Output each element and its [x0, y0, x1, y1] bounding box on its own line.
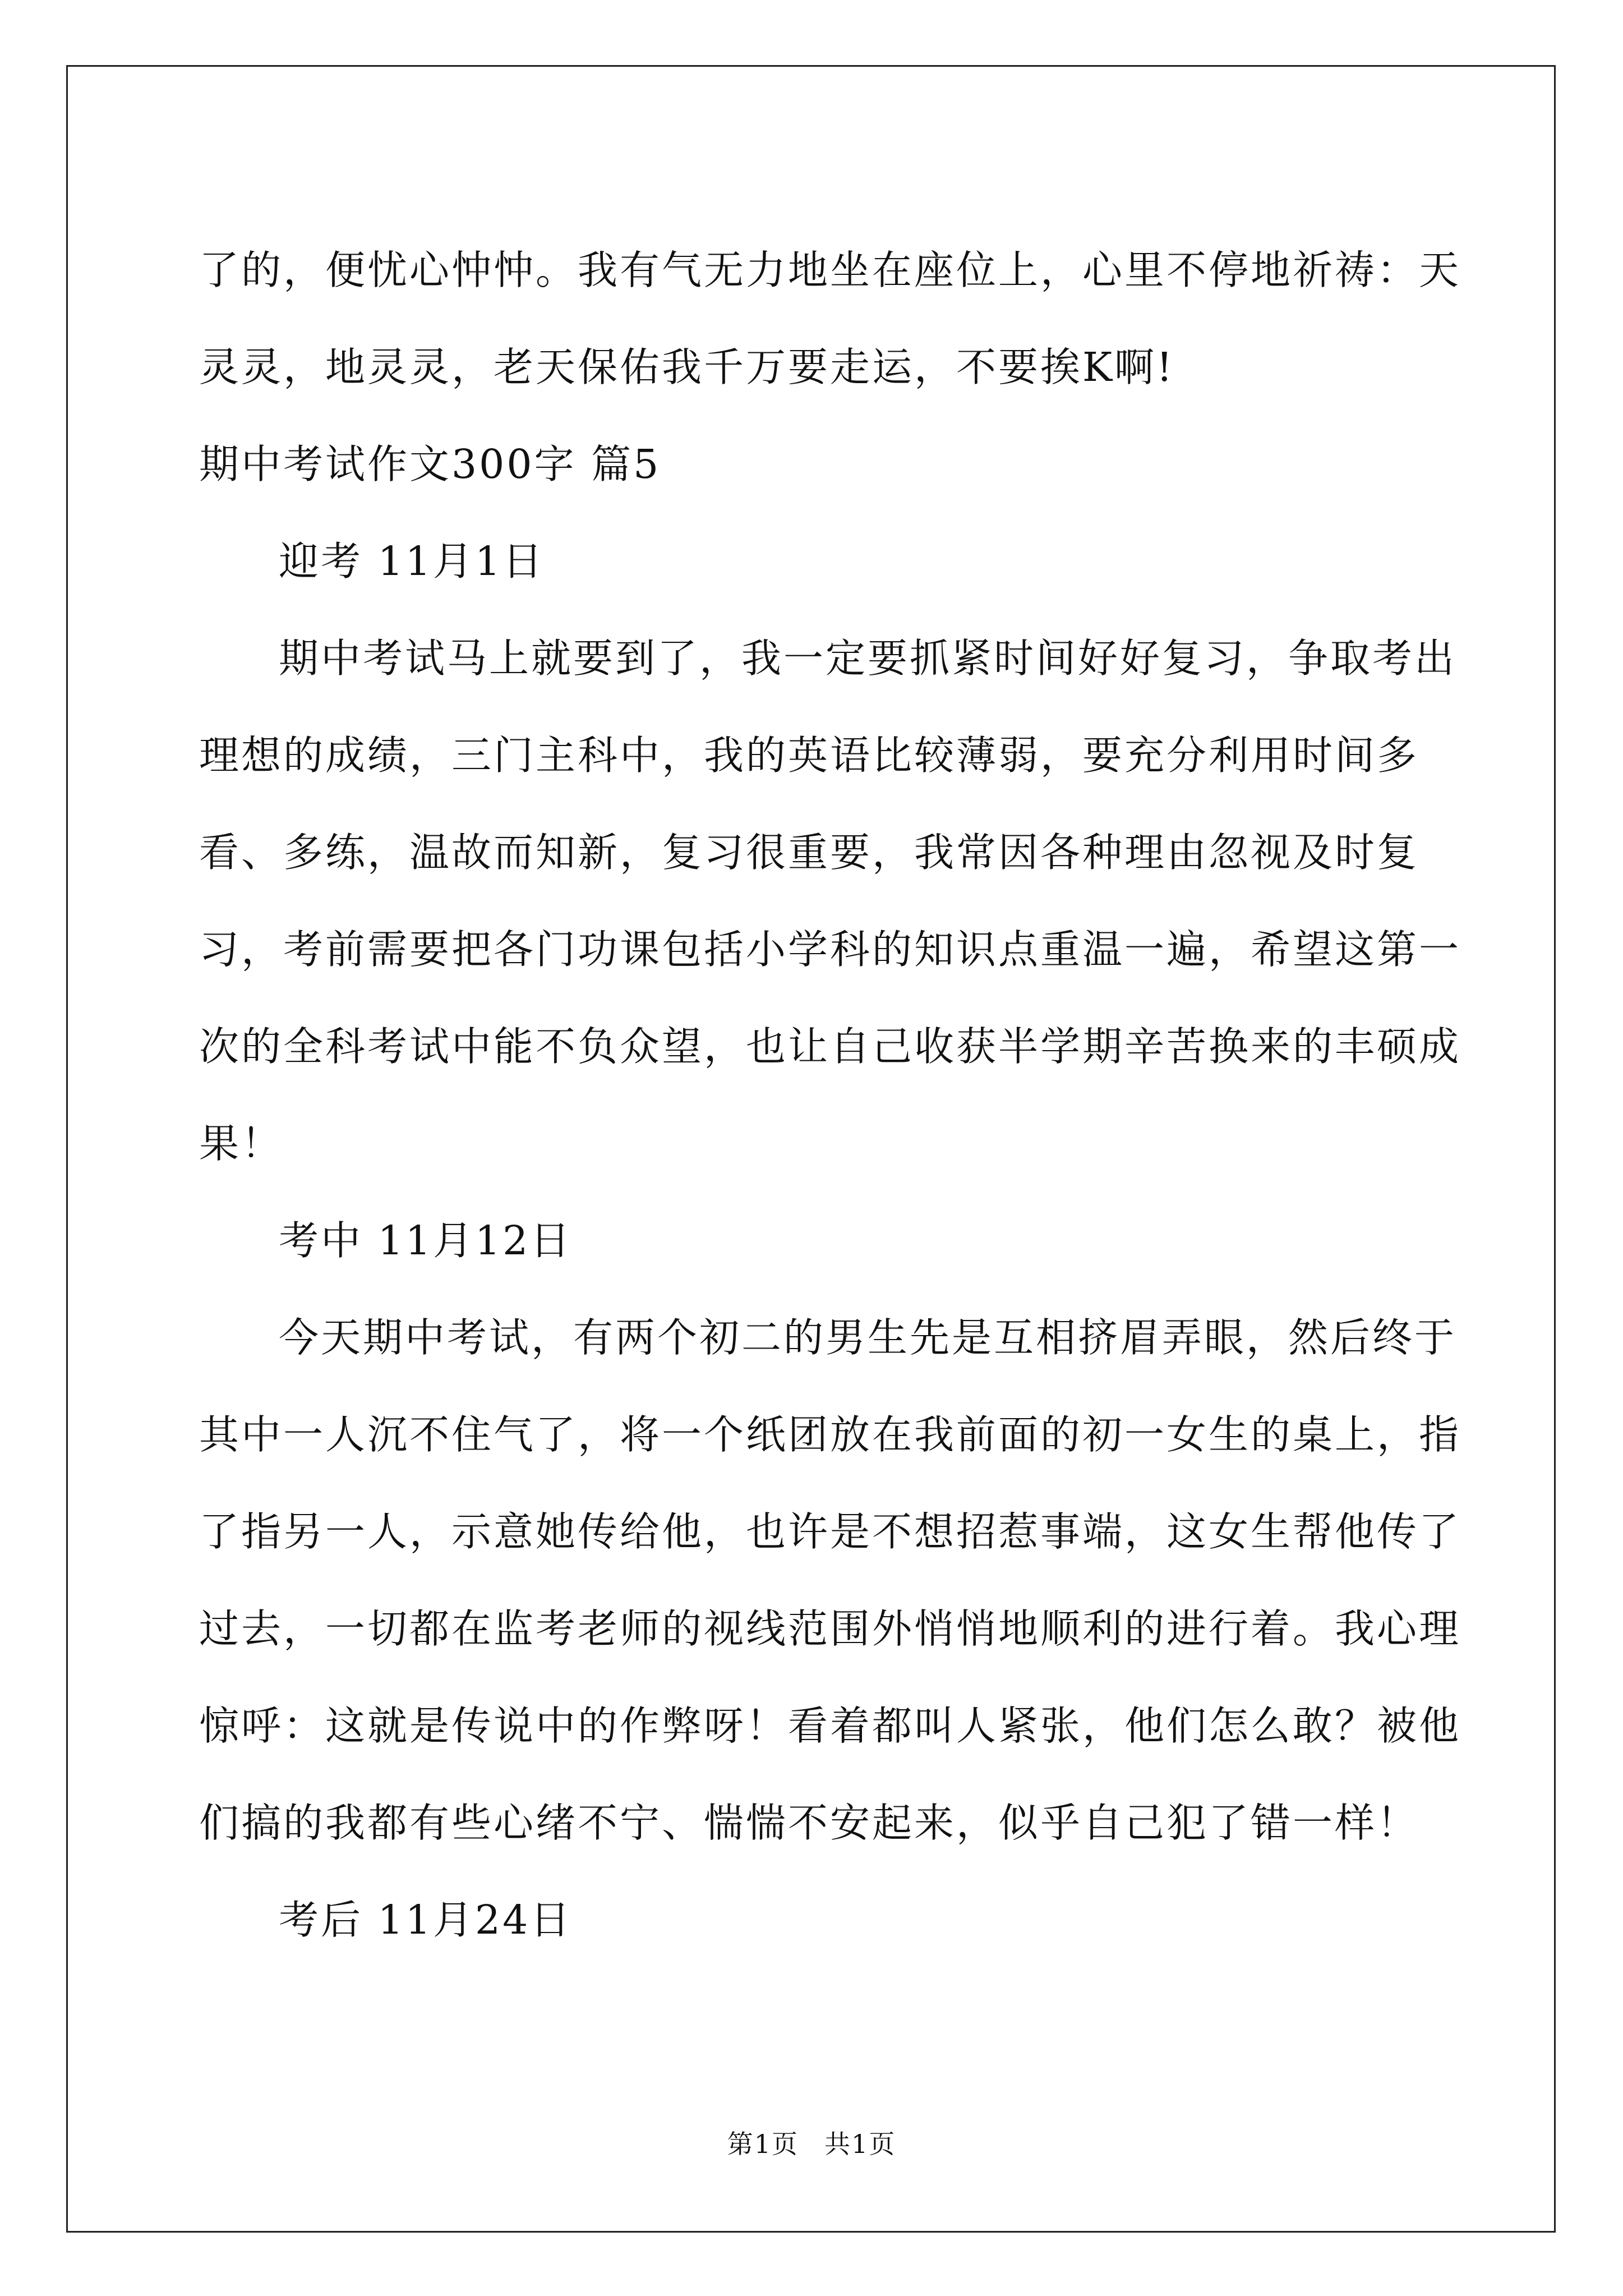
section-heading: 期中考试作文300字 篇5 [199, 441, 661, 487]
paragraph-during-exam: 今天期中考试，有两个初二的男生先是互相挤眉弄眼，然后终于其中一人沉不住气了，将一个纸团放在我前面的初一女生的桌上，指了指另一人，示意她传给他，也许是不想招惹事端，这女生帮他传了过去，一切都在监考老师的视线范围外悄悄地顺利的进行着。我心理惊呼：这就是传说中的作弊呀！看着都叫人紧张，他们怎么敢？被他们搞的我都有些心绪不宁、惴惴不安起来，似乎自己犯了错一样！ [199, 1314, 1461, 1846]
page-total: 共1页 [824, 2129, 896, 2159]
paragraph-before-exam: 期中考试马上就要到了，我一定要抓紧时间好好复习，争取考出理想的成绩，三门主科中，我的英语比较薄弱，要充分利用时间多看、多练，温故而知新，复习很重要，我常因各种理由忽视及时复习，考前需要把各门功课包括小学科的知识点重温一遍，希望这第一次的全科考试中能不负众望，也让自己收获半学期辛苦换来的丰硕成果！ [199, 635, 1461, 1167]
entry-date-before-exam: 迎考 11月1日 [279, 538, 545, 585]
page-footer [0, 2124, 1623, 2161]
document-body [199, 222, 1495, 1968]
entry-date-after-exam: 考后 11月24日 [279, 1897, 573, 1943]
page-number: 第1页 [727, 2129, 799, 2159]
entry-date-during-exam: 考中 11月12日 [279, 1217, 573, 1264]
paragraph-continued: 了的，便忧心忡忡。我有气无力地坐在座位上，心里不停地祈祷：天灵灵，地灵灵，老天保佑我千万要走运，不要挨K啊! [199, 247, 1461, 390]
